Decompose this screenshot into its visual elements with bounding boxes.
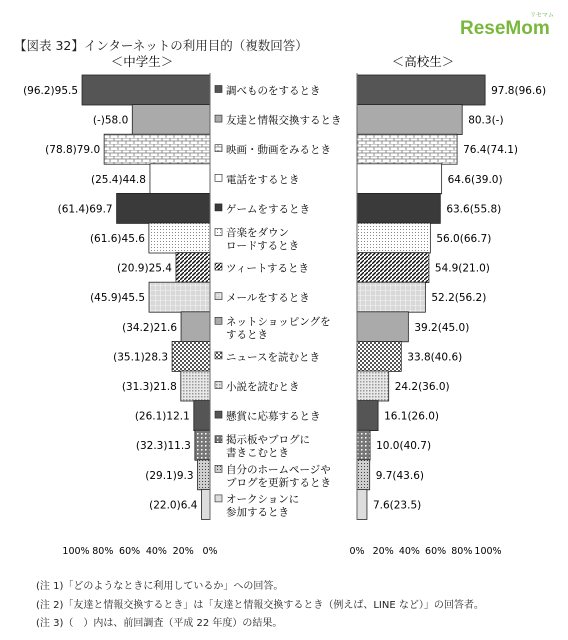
legend-swatch: [215, 352, 222, 359]
category-label: オークションに: [226, 493, 300, 506]
legend-swatch: [215, 263, 222, 270]
high-school-bar: [357, 164, 442, 194]
high-school-bar: [357, 341, 401, 371]
high-school-value-label: 52.2(56.2): [431, 292, 487, 305]
high-school-bar: [357, 312, 408, 342]
note-3: (注 3)（ ）内は、前回調査（平成 22 年度）の結果。: [36, 618, 283, 629]
high-school-tick-label: 40%: [398, 546, 420, 557]
legend-swatch: [215, 436, 222, 443]
junior-high-bar: [104, 134, 210, 164]
junior-high-value-label: (61.6)45.6: [89, 233, 145, 245]
junior-high-tick-label: 80%: [92, 546, 114, 557]
category-label: 参加するとき: [226, 506, 289, 519]
category-label: ニュースを読むとき: [226, 351, 320, 364]
legend-swatch: [215, 115, 222, 122]
note-2: (注 2)「友達と情報交換するとき」は「友達と情報交換するとき（例えば、LINE など）」の回答者。: [36, 600, 484, 611]
high-school-bar: [357, 193, 440, 223]
high-school-bar: [357, 105, 462, 135]
junior-high-bar: [194, 401, 210, 431]
junior-high-value-label: (32.3)11.3: [135, 440, 191, 453]
category-label: 調べものをするとき: [226, 85, 321, 97]
category-label: ネットショッピングを: [226, 315, 331, 328]
high-school-value-label: 9.7(43.6): [375, 469, 424, 482]
junior-high-value-label: (34.2)21.6: [122, 321, 178, 334]
high-school-bar: [357, 253, 429, 283]
category-label: ブログを更新するとき: [226, 476, 331, 489]
high-school-bar: [357, 75, 485, 105]
category-label: ツィートするとき: [226, 262, 310, 275]
junior-high-value-label: (96.2)95.5: [23, 85, 79, 97]
high-school-value-label: 56.0(66.7): [436, 233, 492, 245]
legend-swatch: [215, 174, 222, 181]
junior-high-bar: [172, 341, 210, 371]
high-school-value-label: 7.6(23.5): [372, 499, 422, 512]
junior-high-value-label: (-)58.0: [92, 114, 129, 127]
high-school-bar: [357, 134, 457, 164]
high-school-panel-title: ＜高校生＞: [391, 54, 455, 69]
high-school-bar: [357, 489, 367, 519]
junior-high-value-label: (31.3)21.8: [121, 381, 177, 393]
junior-high-panel-title: ＜中学生＞: [110, 54, 174, 69]
high-school-value-label: 76.4(74.1): [463, 144, 519, 157]
high-school-bars: [357, 75, 546, 519]
high-school-value-label: 64.6(39.0): [447, 173, 503, 186]
high-school-bar: [357, 223, 430, 253]
junior-high-bar: [201, 489, 210, 519]
legend-swatch: [215, 145, 222, 152]
high-school-value-label: 33.8(40.6): [407, 351, 463, 364]
junior-high-bar: [82, 75, 210, 105]
junior-high-bar: [150, 164, 210, 194]
high-school-value-label: 54.9(21.0): [434, 262, 490, 275]
note-1: (注 1)「どのようなときに利用しているか」への回答。: [36, 581, 284, 592]
high-school-tick-label: 20%: [372, 546, 394, 557]
legend-swatch: [215, 465, 222, 472]
junior-high-bar: [176, 253, 210, 283]
category-label: 電話をするとき: [226, 173, 300, 186]
high-school-value-label: 16.1(26.0): [384, 410, 440, 423]
legend-swatch: [215, 495, 222, 502]
legend-swatch: [215, 411, 222, 418]
category-label: 書きこむとき: [226, 447, 289, 460]
logo-text: ReseMom: [460, 18, 550, 39]
junior-high-tick-label: 20%: [172, 546, 194, 557]
junior-high-value-label: (26.1)12.1: [134, 410, 190, 423]
high-school-bar: [357, 371, 389, 401]
category-label: 映画・動画をみるとき: [226, 144, 331, 157]
junior-high-bar: [132, 105, 210, 135]
junior-high-bars: [23, 75, 210, 519]
category-label: 掲示板やブログに: [226, 434, 310, 447]
category-label: 小説を読むとき: [226, 381, 300, 393]
junior-high-value-label: (35.1)28.3: [113, 351, 169, 364]
high-school-value-label: 63.6(55.8): [446, 203, 502, 216]
junior-high-tick-label: 0%: [202, 546, 218, 557]
junior-high-tick-label: 40%: [145, 546, 167, 557]
high-school-value-label: 39.2(45.0): [414, 321, 470, 334]
junior-high-bar: [181, 312, 210, 342]
high-school-tick-label: 60%: [425, 546, 447, 557]
figure-title: 【図表 32】インターネットの利用目的（複数回答）: [14, 38, 308, 53]
logo-ruby: リセマム: [530, 12, 554, 19]
junior-high-bar: [117, 193, 210, 223]
high-school-bar: [357, 401, 378, 431]
legend-swatch: [215, 204, 222, 211]
high-school-value-label: 10.0(40.7): [376, 440, 432, 453]
category-label: するとき: [226, 328, 268, 341]
junior-high-value-label: (22.0)6.4: [149, 499, 198, 512]
legend-swatch: [215, 229, 222, 236]
junior-high-tick-label: 100%: [62, 546, 90, 557]
category-label: ゲームをするとき: [226, 203, 310, 216]
legend-swatch: [215, 382, 222, 389]
high-school-bar: [357, 430, 370, 460]
junior-high-bar: [149, 223, 210, 253]
junior-high-value-label: (78.8)79.0: [45, 144, 101, 157]
junior-high-value-label: (29.1)9.3: [145, 469, 194, 482]
high-school-bar: [357, 460, 370, 490]
high-school-value-label: 24.2(36.0): [394, 381, 450, 393]
junior-high-value-label: (20.9)25.4: [117, 262, 172, 275]
legend-swatch: [215, 293, 222, 300]
high-school-tick-label: 0%: [349, 546, 365, 557]
high-school-value-label: 80.3(-): [468, 114, 504, 127]
category-labels: [215, 84, 342, 518]
category-label: 音楽をダウン: [226, 227, 289, 239]
junior-high-bar: [181, 371, 210, 401]
junior-high-bar: [195, 430, 210, 460]
legend-swatch: [215, 86, 222, 93]
high-school-tick-label: 80%: [451, 546, 473, 557]
category-label: 友達と情報交換するとき: [226, 114, 342, 127]
high-school-value-label: 97.8(96.6): [491, 85, 547, 97]
junior-high-bar: [198, 460, 210, 490]
junior-high-bar: [149, 282, 210, 312]
legend-swatch: [215, 317, 222, 324]
junior-high-value-label: (61.4)69.7: [57, 203, 113, 216]
junior-high-value-label: (45.9)45.5: [90, 292, 146, 305]
junior-high-value-label: (25.4)44.8: [91, 173, 146, 186]
junior-high-tick-label: 60%: [119, 546, 141, 557]
category-label: 懸賞に応募するとき: [226, 410, 321, 423]
high-school-tick-label: 100%: [474, 546, 502, 557]
category-label: 自分のホームページや: [226, 463, 331, 476]
category-label: ロードするとき: [226, 240, 300, 252]
category-label: メールをするとき: [226, 292, 310, 305]
high-school-bar: [357, 282, 425, 312]
